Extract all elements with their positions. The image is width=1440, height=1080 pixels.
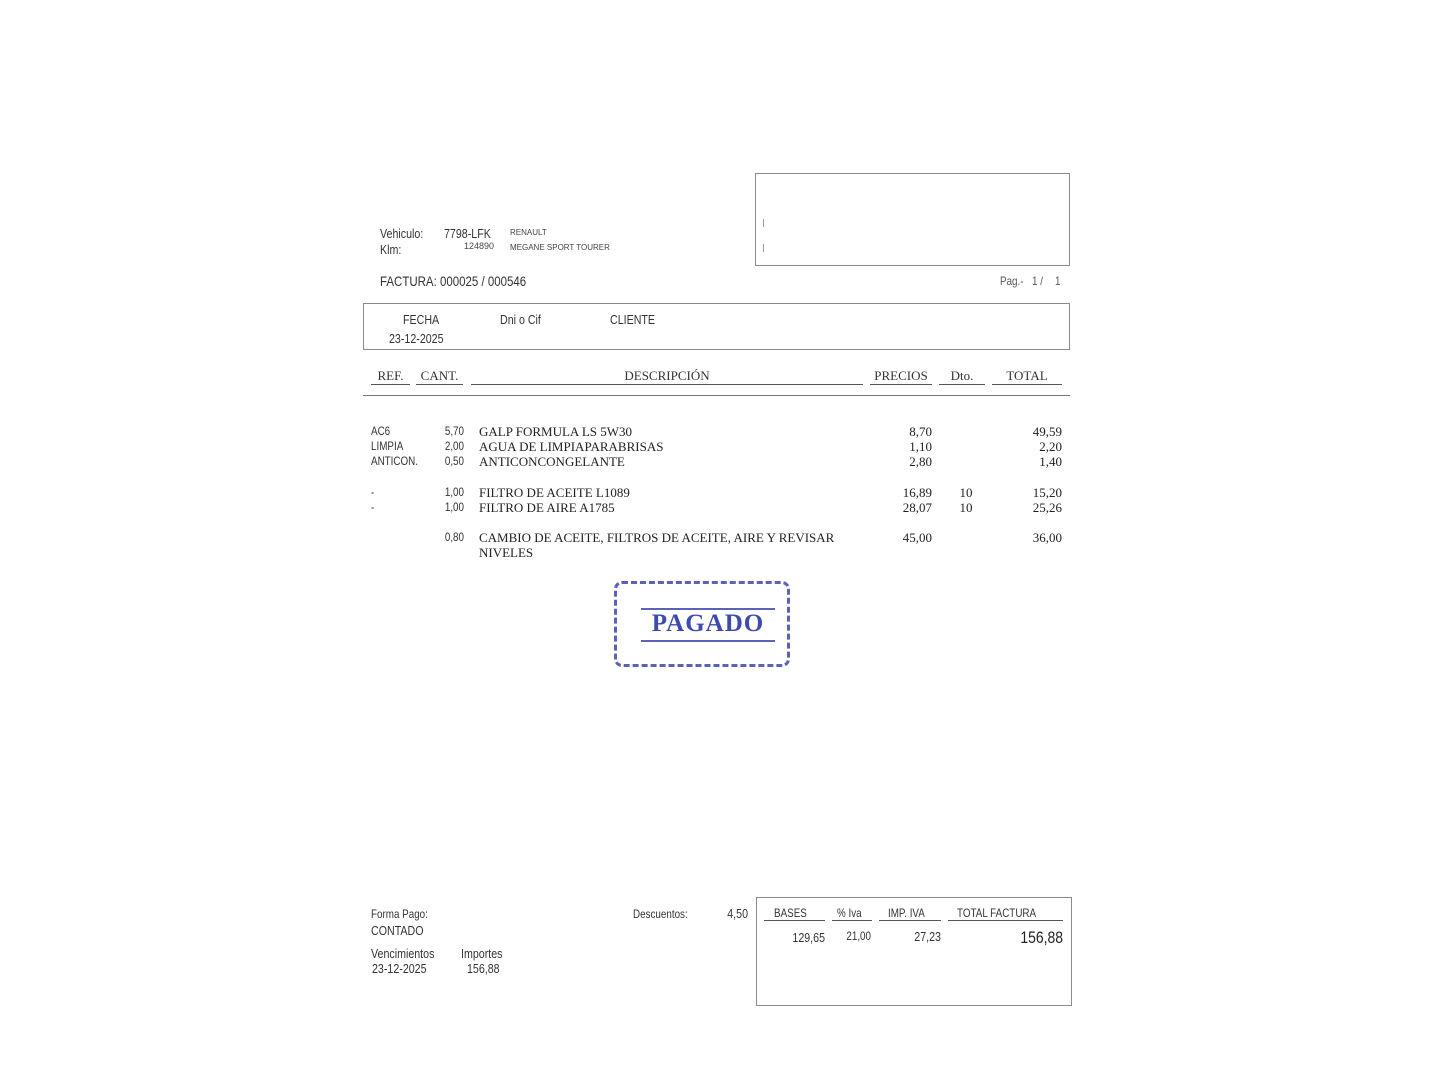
total-factura-value: 156,88	[1020, 928, 1063, 947]
item-precio: 28,07	[902, 500, 932, 515]
item-ref: ANTICON.	[371, 454, 419, 468]
col-cant: CANT.	[416, 368, 463, 385]
item-desc: FILTRO DE ACEITE L1089	[479, 485, 630, 500]
header-divider	[363, 395, 1070, 396]
col-ref: REF.	[371, 368, 410, 385]
importe-value: 156,88	[467, 961, 500, 976]
vehicle-model: MEGANE SPORT TOURER	[510, 243, 610, 252]
vencimientos-label: Vencimientos	[371, 946, 435, 961]
item-cant: 2,00	[444, 439, 464, 453]
vehicle-make: RENAULT	[510, 228, 547, 237]
item-cant: 5,70	[444, 424, 464, 438]
item-ref: AC6	[371, 424, 391, 438]
descuentos-label: Descuentos:	[633, 907, 688, 921]
item-ref: -	[371, 485, 375, 499]
importes-label: Importes	[461, 946, 503, 961]
item-total: 36,00	[1032, 530, 1062, 545]
item-precio: 8,70	[909, 424, 932, 439]
item-precio: 2,80	[909, 454, 932, 469]
col-precios: PRECIOS	[870, 368, 932, 385]
item-desc: FILTRO DE AIRE A1785	[479, 500, 615, 515]
klm-label: Klm:	[380, 242, 402, 257]
item-desc: AGUA DE LIMPIAPARABRISAS	[479, 439, 664, 454]
page-label: Pag.-	[1000, 274, 1024, 288]
factura-number: 000025 / 000546	[440, 273, 527, 289]
paid-stamp-text: PAGADO	[651, 610, 765, 637]
item-total: 1,40	[1039, 454, 1062, 469]
vehicle-plate: 7798-LFK	[444, 226, 491, 241]
page-count: 1	[1055, 274, 1061, 288]
imp-iva-value: 27,23	[914, 929, 941, 944]
bases-value: 129,65	[792, 930, 825, 945]
item-desc: CAMBIO DE ACEITE, FILTROS DE ACEITE, AIRE Y REVISAR	[479, 530, 835, 545]
item-total: 49,59	[1032, 424, 1062, 439]
imp-iva-label-text: IMP. IVA	[887, 906, 925, 920]
col-total: TOTAL	[992, 368, 1062, 385]
col-dto: Dto.	[939, 368, 985, 385]
vehicle-km: 124890	[464, 241, 495, 251]
col-descripcion: DESCRIPCIÓN	[471, 368, 863, 385]
bases-label	[764, 906, 825, 921]
forma-pago-label: Forma Pago:	[371, 907, 428, 921]
dni-label: Dni o Cif	[500, 312, 541, 327]
issuer-box	[755, 173, 1070, 266]
item-precio: 16,89	[902, 485, 932, 500]
bases-label-text: BASES	[774, 906, 808, 920]
iva-pct-value: 21,00	[846, 929, 871, 943]
item-precio: 1,10	[909, 439, 932, 454]
fecha-value: 23-12-2025	[389, 331, 444, 346]
item-dto: 10	[959, 500, 973, 515]
iva-pct-label	[832, 906, 872, 921]
imp-iva-label	[879, 906, 941, 921]
item-cant: 0,50	[444, 454, 464, 468]
item-desc: ANTICONCONGELANTE	[479, 454, 625, 469]
item-desc: GALP FORMULA LS 5W30	[479, 424, 633, 439]
descuentos-value: 4,50	[727, 906, 748, 921]
item-ref: LIMPIA	[371, 439, 404, 453]
item-total: 25,26	[1032, 500, 1062, 515]
paid-stamp	[614, 581, 790, 667]
item-desc-continued: NIVELES	[479, 545, 534, 560]
item-total: 2,20	[1039, 439, 1062, 454]
item-precio: 45,00	[902, 530, 932, 545]
client-box	[363, 303, 1070, 350]
fecha-label: FECHA	[403, 312, 440, 327]
vehiculo-label: Vehiculo:	[380, 226, 424, 241]
item-total: 15,20	[1032, 485, 1062, 500]
item-dto: 10	[959, 485, 973, 500]
vencimiento-value: 23-12-2025	[372, 961, 427, 976]
iva-pct-label-text: % Iva	[836, 906, 862, 920]
item-cant: 0,80	[444, 530, 464, 544]
total-factura-label	[948, 906, 1063, 921]
factura-label: FACTURA:	[380, 273, 437, 289]
item-ref: -	[371, 500, 375, 514]
cliente-label: CLIENTE	[610, 312, 656, 327]
total-factura-label-text: TOTAL FACTURA	[957, 906, 1037, 920]
page-number: 1 /	[1032, 274, 1043, 288]
item-cant: 1,00	[444, 500, 464, 514]
forma-pago-value: CONTADO	[371, 923, 424, 938]
item-cant: 1,00	[444, 485, 464, 499]
